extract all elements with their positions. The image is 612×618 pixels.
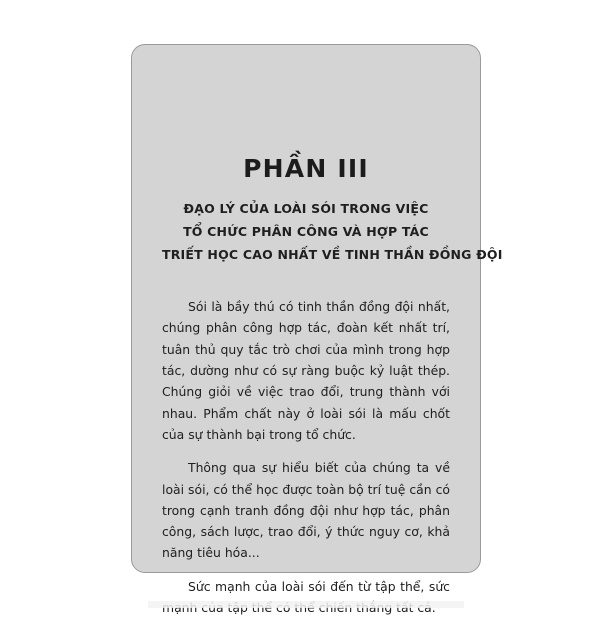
page-content: [132, 45, 503, 594]
body-paragraph-3: Sức mạnh của loài sói đến từ tập thể, sức: [188, 578, 450, 594]
subtitle-line-3: TRIẾT HỌC CAO NHẤT VỀ TINH THẦN ĐỒNG ĐỘI: [162, 246, 503, 262]
book-page: [131, 44, 503, 594]
part-heading: PHẦN III: [243, 154, 369, 183]
body-text: [162, 296, 450, 618]
page-shadow-artifact: [148, 601, 464, 608]
body-paragraph-2: Thông qua sự hiểu biết của chúng ta về loài sói, có thể học được toàn bộ trí tuệ cần có trong cạnh tranh đồng đội như hợp tác, phân công, sách lược, trao đổi, ý thức nguy cơ, khả năng tiêu hóa...: [162, 460, 450, 561]
subtitle-line-2: TỔ CHỨC PHÂN CÔNG VÀ HỢP TÁC: [183, 223, 429, 239]
part-subtitle: [162, 197, 503, 266]
subtitle-line-1: ĐẠO LÝ CỦA LOÀI SÓI TRONG VIỆC: [183, 200, 429, 216]
body-paragraph-1: Sói là bầy thú có tinh thần đồng đội nhất, chúng phân công hợp tác, đoàn kết nhất trí, tuân thủ quy tắc trò chơi của mình trong hợp tác, dường như có sự ràng buộc kỷ luật thép. Chúng giỏi về việc trao đổi, trung thành với nhau. Phẩm chất này ở loài sói là mấu chốt của sự thành bại trong tổ chức.: [162, 298, 450, 442]
